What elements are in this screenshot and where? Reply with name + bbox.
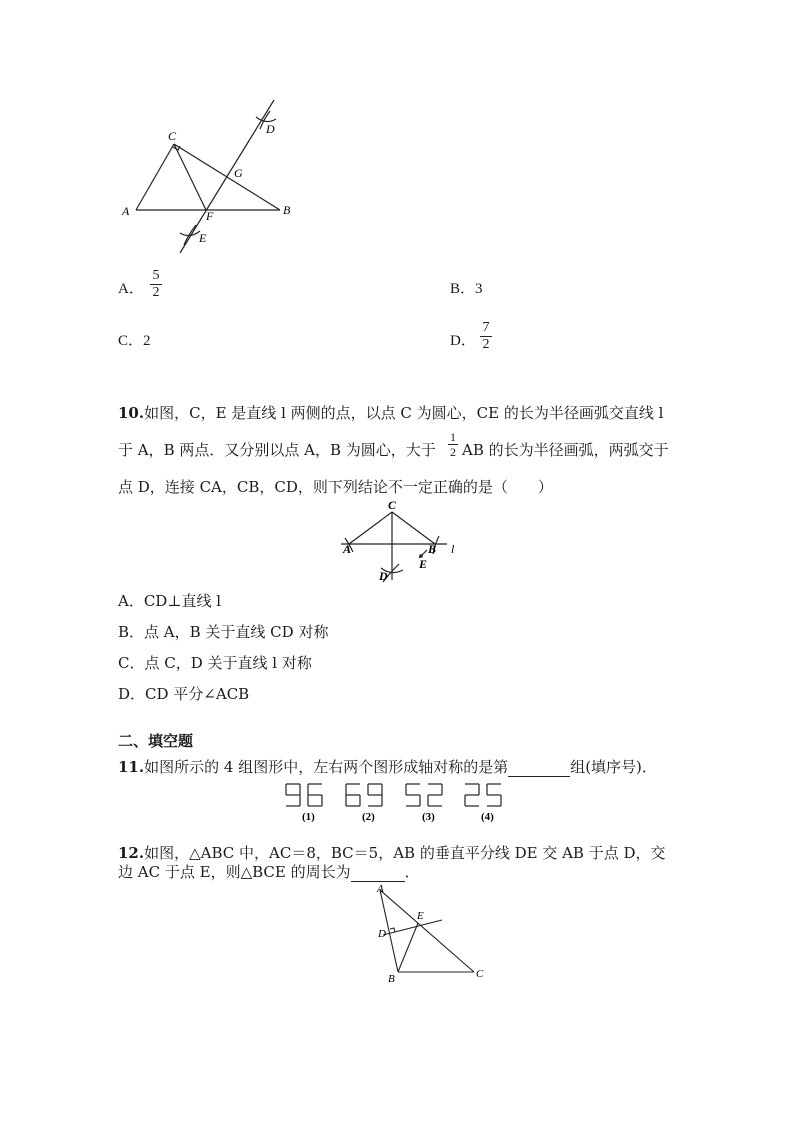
q12-label-c: C [476,968,484,980]
q10-option-c-text: C．点 C，D 关于直线 l 对称 [118,654,312,672]
q10-label-a: A [343,542,352,556]
q11-text-pre: 如图所示的 4 组图形中，左右两个图形成轴对称的是第 [144,758,509,776]
q9-option-d[interactable] [450,330,476,351]
q12-text-1: 如图，△ABC 中，AC＝8，BC＝5，AB 的垂直平分线 DE 交 AB 于点 D，交 [144,844,666,862]
q9-option-a-fraction [150,268,162,301]
q10-label-e: E [419,557,428,571]
q10-fraction [448,430,458,459]
q9-label-c: C [168,129,177,143]
q12-side-ac [380,890,474,972]
q9-option-d-fraction [480,320,492,353]
q12-answer-blank[interactable] [351,865,405,882]
q11-figure [282,780,517,824]
q10-option-d-text: D．CD 平分∠ACB [118,685,250,703]
q10-option-a[interactable] [118,591,221,611]
q11-group-2-right-digit [368,784,382,806]
q10-option-b[interactable] [118,622,328,642]
q10-text-2-post: AB 的长为半径画弧，两弧交于 [462,441,669,459]
q11-group-label-2: (2) [362,811,375,823]
q12-line-2 [118,862,420,882]
q9-option-c[interactable] [118,330,151,351]
q9-label-d: D [266,122,275,136]
q10-text-2-pre: 于 A，B 两点．又分别以点 A，B 为圆心，大于 [118,441,436,459]
q9-figure [110,95,310,260]
q11-group-label-4: (4) [481,811,494,823]
q10-option-b-text: B．点 A，B 关于直线 CD 对称 [118,623,329,641]
q9-option-c-letter: C． [118,333,144,349]
q9-side-ac [136,144,174,210]
q11-group-1-left-digit [286,784,300,806]
q9-option-a-letter: A． [118,281,144,297]
q11-text-post: 组(填序号)． [570,758,657,776]
q12-bisector-de [383,920,442,935]
q11-answer-blank[interactable] [508,760,570,777]
q9-option-a-den: 2 [152,285,160,300]
q10-line-3 [118,477,553,497]
q9-option-c-value: 2 [143,333,151,349]
q9-label-f: F [206,209,214,223]
q12-line-1 [118,843,666,863]
q10-segment-cb [392,512,435,544]
q9-option-d-den: 2 [482,337,490,352]
q10-label-c: C [388,498,397,512]
q11-group-2-left-digit [346,784,360,806]
q9-option-a-num: 5 [152,268,160,283]
q9-label-e: E [199,231,207,245]
q10-label-b: B [428,542,437,556]
q10-frac-num: 1 [450,430,456,444]
section-title-fill-in: 二、填空题 [118,732,194,750]
q12-label-e: E [417,910,424,922]
q11-group-4-right-digit [487,784,501,806]
q10-label-d: D [379,569,388,583]
q10-text-3: 点 D，连接 CA，CB，CD，则下列结论不一定正确的是（ ） [118,478,553,496]
q12-label-d: D [378,928,386,940]
q12-label-a: A [377,883,384,895]
q12-number: 12. [118,844,145,862]
q11-group-4-left-digit [465,784,479,806]
q10-line-1 [118,403,663,423]
q9-label-a: A [122,204,130,218]
q9-option-d-letter: D． [450,333,476,349]
q9-option-b-value: 3 [475,281,483,297]
q11-line [118,757,657,777]
q10-segment-ca [349,512,392,544]
q10-option-a-text: A．CD⊥直线 l [118,592,222,610]
q10-text-1: 如图，C，E 是直线 l 两侧的点，以点 C 为圆心，CE 的长为半径画弧交直线 l [144,404,664,422]
q11-group-3-right-digit [428,784,442,806]
q12-text-2-pre: 边 AC 于点 E，则△BCE 的周长为 [118,863,351,881]
q10-option-d[interactable] [118,684,249,704]
q12-figure [370,882,495,987]
q12-text-2-post: ． [404,863,420,881]
q11-number: 11. [118,758,145,776]
q11-group-label-3: (3) [422,811,435,823]
q10-frac-den: 2 [450,445,456,459]
q9-option-d-num: 7 [482,320,490,335]
q10-option-c[interactable] [118,653,312,673]
q9-option-b-letter: B． [450,281,476,297]
q12-right-angle-mark [390,928,395,932]
q11-group-3-left-digit [406,784,420,806]
q10-label-l: l [451,542,455,556]
q9-label-g: G [234,166,243,180]
q10-line-2-post [462,440,669,460]
q9-option-a[interactable] [118,278,144,299]
q9-bisector-line [180,100,274,253]
q12-label-b: B [388,973,395,985]
q9-option-b[interactable] [450,278,483,299]
q11-group-label-1: (1) [302,811,315,823]
q9-label-b: B [283,203,291,217]
q10-number: 10. [118,404,145,422]
q11-group-1-right-digit [308,784,322,806]
q10-figure [335,498,465,588]
q10-line-2 [118,440,436,460]
